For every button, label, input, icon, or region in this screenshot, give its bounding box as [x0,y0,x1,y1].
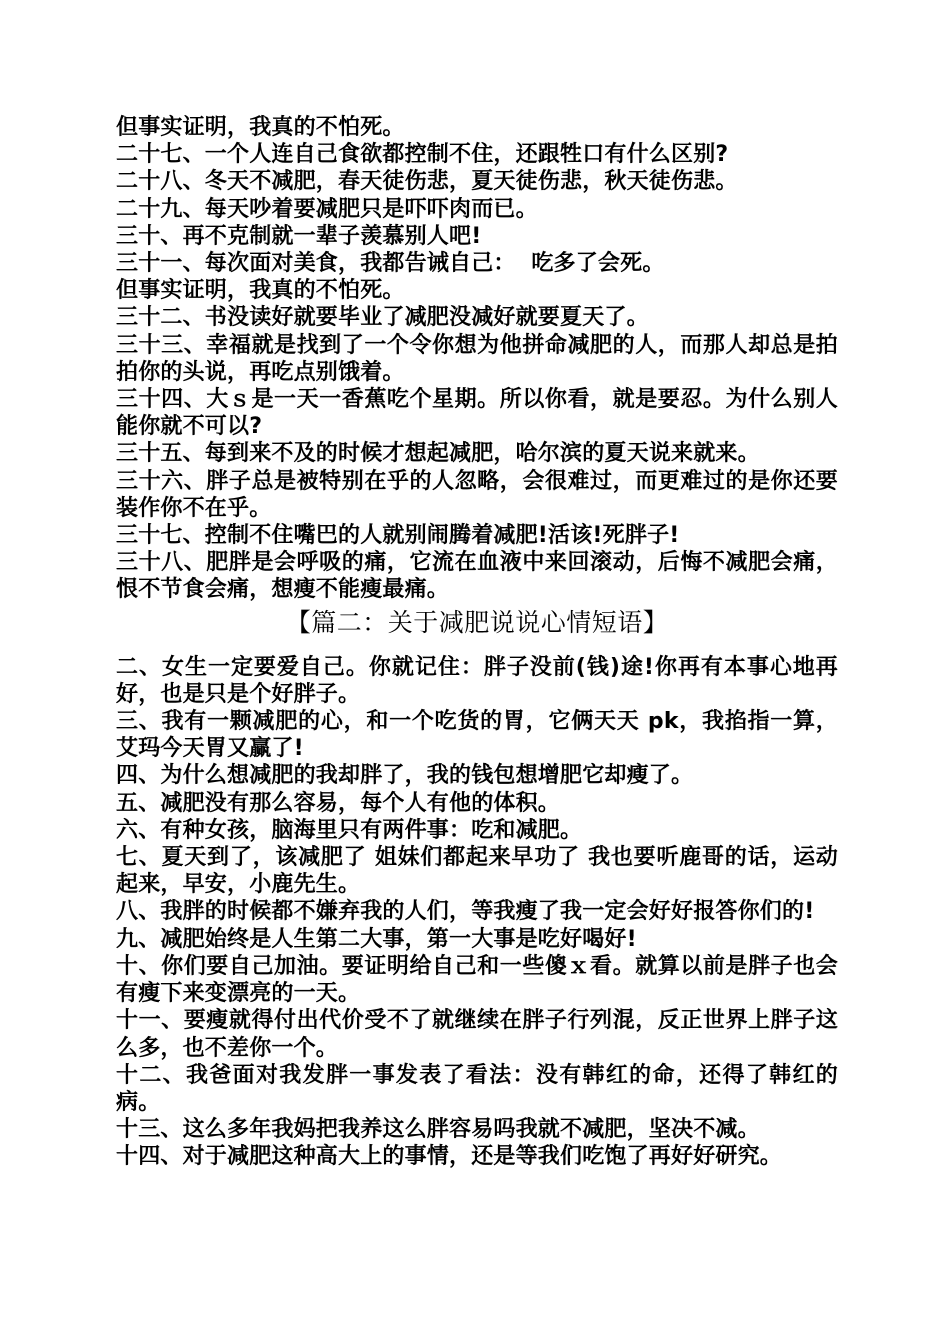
text-line: 三十八、肥胖是会呼吸的痛，它流在血液中来回滚动，后悔不减肥会痛，恨不节食会痛，想瘦不能瘦最痛。 [116,550,838,603]
text-line: 三十、再不克制就一辈子羡慕别人吧! [116,223,482,249]
document-page [116,114,838,1171]
text-line: 三十七、控制不住嘴巴的人就别闹腾着减肥!活该!死胖子! [116,523,680,549]
text-line: 五、减肥没有那么容易，每个人有他的体积。 [116,790,561,816]
text-line: 三十六、胖子总是被特别在乎的人忽略，会很难过，而更难过的是你还要装作你不在乎。 [116,468,838,521]
text-line: 三十二、书没读好就要毕业了减肥没减好就要夏天了。 [116,305,649,331]
text-line: 但事实证明，我真的不怕死。 [116,115,405,140]
text-line: 十三、这么多年我妈把我养这么胖容易吗我就不减肥，坚决不减。 [116,1117,760,1143]
text-line: 三十五、每到来不及的时候才想起减肥，哈尔滨的夏天说来就来。 [116,441,760,467]
section-heading: 【篇二：关于减肥说说心情短语】 [285,607,669,637]
text-line: 十一、要瘦就得付出代价受不了就继续在胖子行列混，反正世界上胖子这么多，也不差你一个。 [116,1008,838,1061]
text-line: 三十一、每次面对美食，我都告诫自己： 吃多了会死。 [116,251,665,277]
text-line: 二十九、每天吵着要减肥只是吓吓肉而已。 [116,196,538,222]
text-line: 三十三、幸福就是找到了一个令你想为他拼命减肥的人，而那人却总是拍拍你的头说，再吃点别饿着。 [116,332,838,385]
section-one [116,114,838,604]
text-line: 八、我胖的时候都不嫌弃我的人们，等我瘦了我一定会好好报答你们的! [116,899,815,925]
text-line: 二十七、一个人连自己食欲都控制不住，还跟牲口有什么区别? [116,142,729,168]
text-line: 四、为什么想减肥的我却胖了，我的钱包想增肥它却瘦了。 [116,763,694,789]
text-line: 七、夏天到了，该减肥了 姐妹们都起来早功了 我也要听鹿哥的话，运动起来，早安，小鹿先生。 [116,845,838,898]
text-line: 六、有种女孩，脑海里只有两件事：吃和减肥。 [116,817,583,843]
text-line: 三、我有一颗减肥的心，和一个吃货的胃，它俩天天 pk，我掐指一算，艾玛今天胃又赢了! [116,709,838,762]
text-line: 十、你们要自己加油。要证明给自己和一些傻ｘ看。就算以前是胖子也会有瘦下来变漂亮的一天。 [116,953,838,1007]
text-line: 十四、对于减肥这种高大上的事情，还是等我们吃饱了再好好研究。 [116,1144,783,1170]
text-line: 但事实证明，我真的不怕死。 [116,278,405,304]
text-line: 十二、我爸面对我发胖一事发表了看法：没有韩红的命，还得了韩红的病。 [116,1062,838,1115]
section-two [116,654,838,1171]
text-line: 二十八、冬天不减肥，春天徒伤悲，夏天徒伤悲，秋天徒伤悲。 [116,169,738,195]
text-line: 九、减肥始终是人生第二大事，第一大事是吃好喝好! [116,926,637,952]
text-line: 二、女生一定要爱自己。你就记住：胖子没前(钱)途!你再有本事心地再好，也是只是个好胖子。 [116,654,838,707]
text-line: 三十四、大ｓ是一天一香蕉吃个星期。所以你看，就是要忍。为什么别人能你就不可以? [116,387,838,440]
